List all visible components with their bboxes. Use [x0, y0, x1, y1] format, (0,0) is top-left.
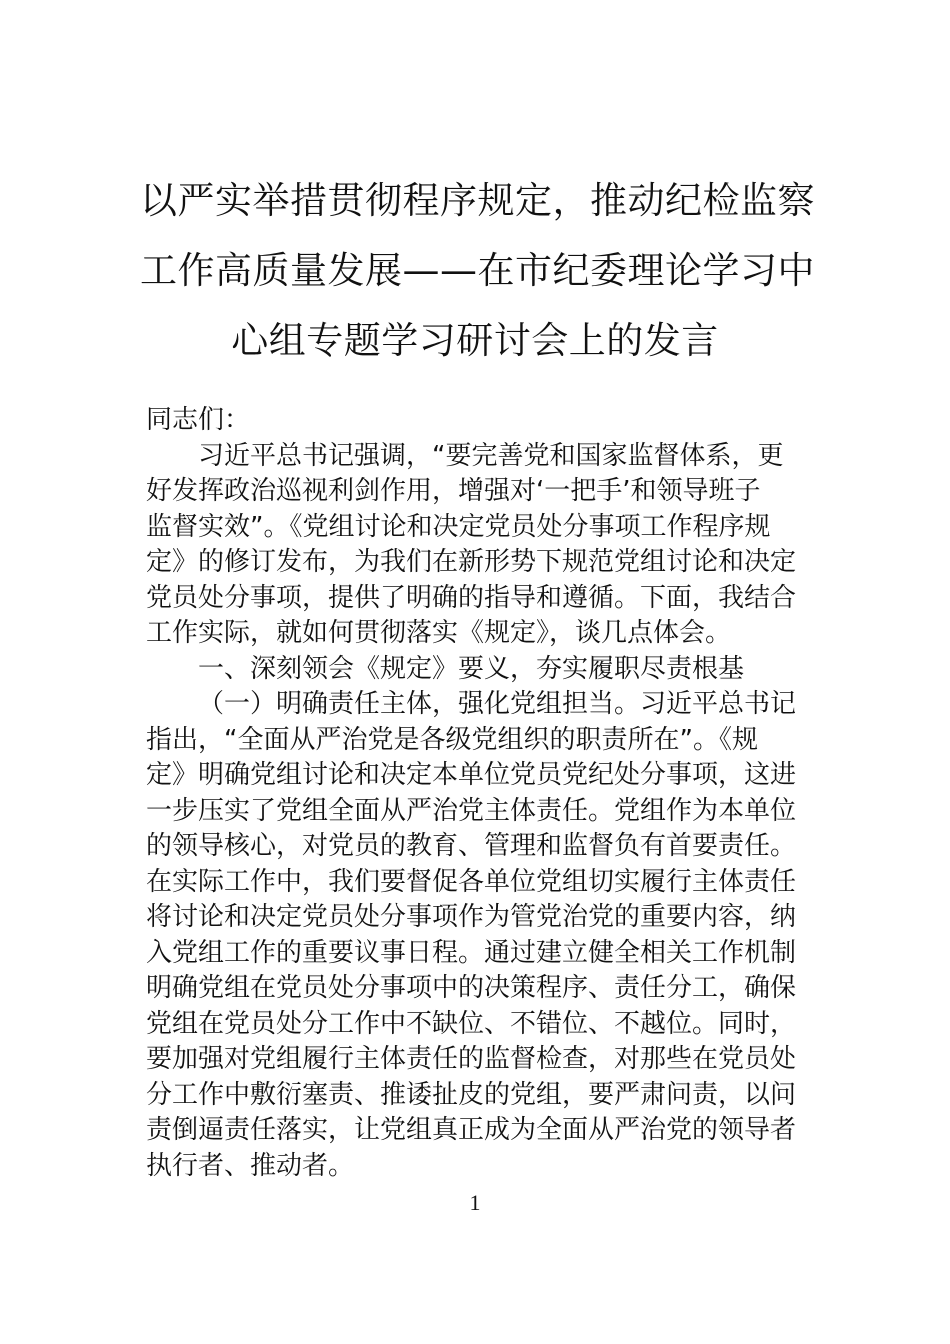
title-line-3: 心组专题学习研讨会上的发言: [231, 319, 719, 362]
paragraph-line: （一）明确责任主体，强化党组担当。习近平总书记: [198, 689, 797, 719]
paragraph-line: 明确党组在党员处分事项中的决策程序、责任分工，确保: [146, 973, 797, 1003]
document-title: [140, 166, 815, 376]
paragraph-line: 责倒逼责任落实，让党组真正成为全面从严治党的领导者: [146, 1115, 797, 1145]
paragraph-line: 工作实际，就如何贯彻落实《规定》，谈几点体会。: [146, 618, 732, 648]
title-line-1: 以严实举措贯彻程序规定，推动纪检监察: [140, 179, 815, 222]
paragraph-line: 执行者、推动者。: [146, 1150, 355, 1181]
title-line-2: 工作高质量发展——在市纪委理论学习中: [140, 249, 815, 292]
section-heading: 一、深刻领会《规定》要义，夯实履职尽责根基: [198, 653, 745, 684]
paragraph-line: 党员处分事项，提供了明确的指导和遵循。下面，我结合: [146, 582, 797, 613]
paragraph-line: 在实际工作中，我们要督促各单位党组切实履行主体责任: [146, 866, 797, 897]
paragraph-line: 指出，“全面从严治党是各级党组织的职责所在”。《规: [146, 724, 758, 755]
page-number: 1: [469, 1190, 481, 1215]
paragraph-line: 好发挥政治巡视利剑作用，增强对‘一把手’和领导班子: [146, 476, 761, 506]
paragraph-line: 要加强对党组履行主体责任的监督检查，对那些在党员处: [146, 1044, 797, 1074]
paragraph-line: 习近平总书记强调，“要完善党和国家监督体系，更: [198, 440, 784, 471]
paragraph-line: 监督实效”。《党组讨论和决定党员处分事项工作程序规: [146, 511, 771, 542]
paragraph-line: 党组在党员处分工作中不缺位、不错位、不越位。同时，: [146, 1008, 797, 1039]
paragraph-line: 分工作中敷衍塞责、推诿扯皮的党组，要严肃问责，以问: [146, 1079, 797, 1110]
paragraph-line: 一步压实了党组全面从严治党主体责任。党组作为本单位: [146, 795, 797, 826]
salutation: 同志们：: [146, 405, 251, 435]
paragraph-line: 的领导核心，对党员的教育、管理和监督负有首要责任。: [146, 831, 797, 861]
paragraph-line: 定》明确党组讨论和决定本单位党员党纪处分事项，这进: [146, 760, 797, 790]
document-body: [146, 403, 808, 1184]
paragraph-line: 定》的修订发布，为我们在新形势下规范党组讨论和决定: [146, 547, 797, 577]
paragraph-line: 入党组工作的重要议事日程。通过建立健全相关工作机制: [146, 937, 797, 968]
paragraph-line: 将讨论和决定党员处分事项作为管党治党的重要内容，纳: [146, 902, 797, 932]
